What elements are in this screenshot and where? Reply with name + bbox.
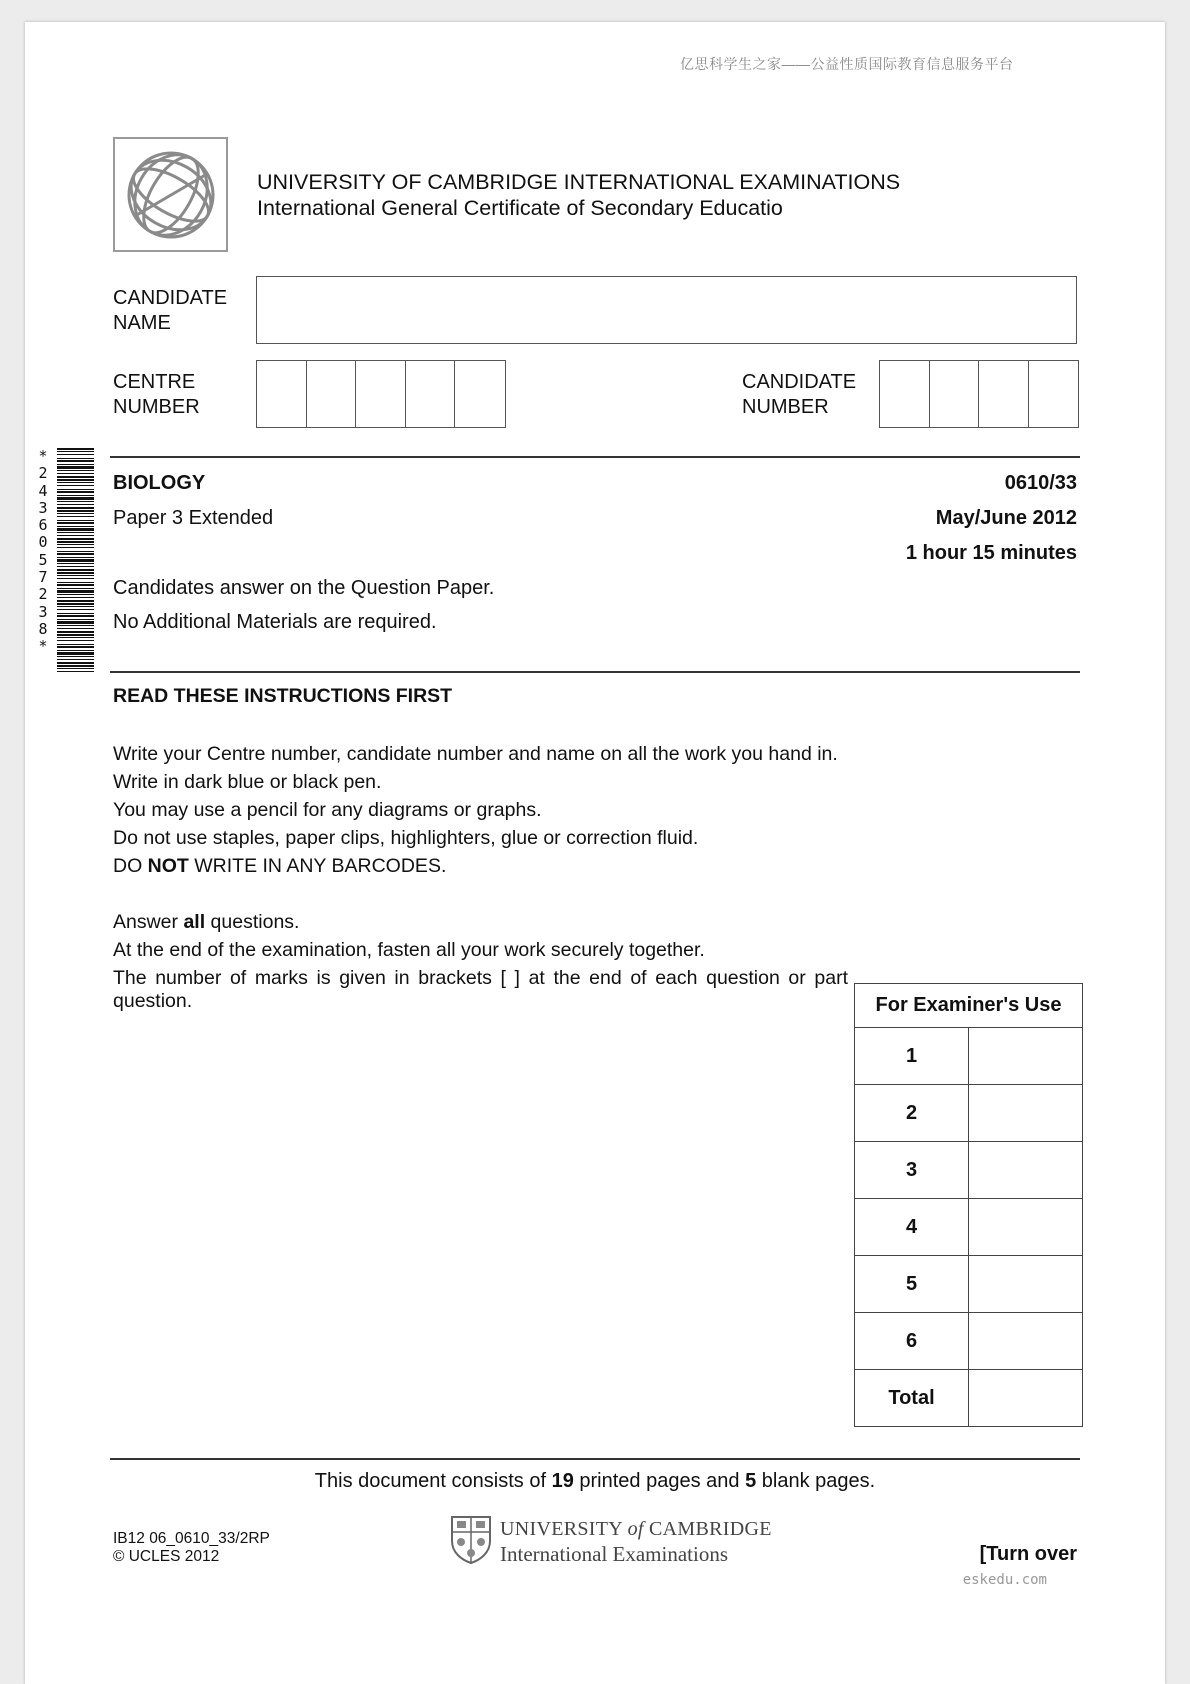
centre-number-label: [113, 370, 200, 420]
paper-reference-code: IB12 06_0610_33/2RP: [113, 1530, 270, 1547]
candidate-number-label-line2: NUMBER: [742, 396, 829, 418]
instructions-block-2: [113, 908, 848, 1010]
divider-bottom: [110, 1458, 1080, 1460]
instruction-text: WRITE IN ANY BARCODES.: [188, 855, 447, 877]
instruction-line: Write your Centre number, candidate number and name on all the work you hand in.: [113, 743, 838, 765]
cambridge-logo-text: of: [627, 1518, 644, 1540]
mark-cell[interactable]: [969, 1313, 1083, 1370]
paper-code: 0610/33: [1004, 472, 1077, 494]
centre-number-cell[interactable]: [455, 361, 505, 427]
top-watermark: 亿思科学生之家——公益性质国际教育信息服务平台: [680, 56, 1014, 72]
instruction-line: question.: [113, 990, 193, 1012]
mark-cell[interactable]: [969, 1028, 1083, 1085]
centre-number-cell[interactable]: [406, 361, 456, 427]
candidate-number-cell[interactable]: [930, 361, 980, 427]
barcode-digit: 3: [38, 602, 48, 621]
turn-over-label: [Turn over: [979, 1543, 1077, 1565]
instructions-block-1: [113, 740, 838, 880]
instruction-text: DO: [113, 855, 148, 877]
certificate-subtitle: International General Certificate of Secondary Educatio: [257, 196, 783, 220]
page-count-text: blank pages.: [756, 1470, 876, 1492]
candidate-name-label-line2: NAME: [113, 312, 171, 334]
examiner-use-table: [854, 983, 1083, 1427]
barcode-digits: [33, 448, 53, 656]
cie-globe-logo: [113, 137, 228, 252]
mark-cell[interactable]: [969, 1199, 1083, 1256]
question-number: 5: [855, 1256, 969, 1313]
question-number: 6: [855, 1313, 969, 1370]
barcode-digit: 2: [38, 585, 48, 604]
cambridge-logo-line1: [500, 1518, 772, 1541]
barcode-digit: 7: [38, 568, 48, 587]
instruction-line: [113, 852, 838, 880]
paper-reference: [113, 1530, 270, 1566]
bottom-watermark: eskedu.com: [962, 1572, 1047, 1588]
subject-title: BIOLOGY: [113, 472, 206, 494]
page-count-text: printed pages and: [573, 1470, 746, 1492]
cambridge-logo-text: UNIVERSITY: [500, 1518, 628, 1540]
question-number: 1: [855, 1028, 969, 1085]
total-mark-cell[interactable]: [969, 1370, 1083, 1427]
instruction-emphasis: NOT: [147, 855, 189, 877]
page-count-note: [0, 1470, 1190, 1493]
instruction-line: You may use a pencil for any diagrams or graphs.: [113, 799, 542, 821]
barcode-digit: 3: [38, 498, 48, 517]
candidate-name-field[interactable]: [256, 276, 1077, 344]
materials-note: No Additional Materials are required.: [113, 611, 437, 633]
paper-name: Paper 3 Extended: [113, 507, 274, 529]
instructions-heading: READ THESE INSTRUCTIONS FIRST: [113, 685, 453, 707]
globe-icon: [125, 149, 217, 241]
barcode-digit: 5: [38, 550, 48, 569]
candidate-number-cell[interactable]: [1029, 361, 1079, 427]
mark-cell[interactable]: [969, 1085, 1083, 1142]
barcode-digit: 0: [38, 533, 48, 552]
centre-number-cell[interactable]: [257, 361, 307, 427]
barcode-digit: 6: [38, 516, 48, 535]
instruction-emphasis: all: [183, 911, 206, 933]
question-number: 2: [855, 1085, 969, 1142]
copyright: © UCLES 2012: [113, 1548, 220, 1565]
centre-number-cell[interactable]: [307, 361, 357, 427]
instruction-line: At the end of the examination, fasten all your work securely together.: [113, 939, 705, 961]
answer-on-paper-note: Candidates answer on the Question Paper.: [113, 577, 495, 599]
question-number: 3: [855, 1142, 969, 1199]
instruction-text: questions.: [205, 911, 300, 933]
candidate-name-label: [113, 286, 227, 336]
instruction-text: Answer: [113, 911, 184, 933]
instruction-line: Write in dark blue or black pen.: [113, 771, 382, 793]
instruction-line: Do not use staples, paper clips, highlighters, glue or correction fluid.: [113, 827, 699, 849]
candidate-number-label-line1: CANDIDATE: [742, 371, 857, 393]
instruction-line: [113, 908, 848, 936]
printed-pages-count: 19: [551, 1470, 574, 1492]
exam-duration: 1 hour 15 minutes: [905, 542, 1077, 564]
blank-pages-count: 5: [745, 1470, 757, 1492]
centre-number-cell[interactable]: [356, 361, 406, 427]
instruction-line: The number of marks is given in brackets [ ] at the end of each question or part: [113, 967, 848, 989]
university-title: UNIVERSITY OF CAMBRIDGE INTERNATIONAL EXAMINATIONS: [257, 170, 901, 194]
cambridge-shield-icon: [450, 1515, 492, 1565]
mark-cell[interactable]: [969, 1142, 1083, 1199]
divider-top: [110, 456, 1080, 458]
examiner-table-heading: For Examiner's Use: [855, 984, 1083, 1028]
barcode-digit: *: [38, 637, 48, 656]
centre-number-boxes: [256, 360, 506, 428]
barcode-digit: 8: [38, 619, 48, 638]
candidate-number-cell[interactable]: [880, 361, 930, 427]
barcode-digit: 2: [38, 464, 48, 483]
centre-number-label-line2: NUMBER: [113, 396, 200, 418]
barcode-digit: *: [38, 447, 48, 465]
total-label: Total: [855, 1370, 969, 1427]
exam-session: May/June 2012: [935, 507, 1077, 529]
barcode: [57, 448, 94, 673]
candidate-number-cell[interactable]: [979, 361, 1029, 427]
centre-number-label-line1: CENTRE: [113, 371, 196, 393]
cambridge-logo-text: CAMBRIDGE: [643, 1518, 772, 1540]
divider-middle: [110, 671, 1080, 673]
cambridge-logo-line2: International Examinations: [500, 1542, 729, 1566]
question-number: 4: [855, 1199, 969, 1256]
page-count-text: This document consists of: [314, 1470, 552, 1492]
candidate-number-label: [742, 370, 856, 420]
mark-cell[interactable]: [969, 1256, 1083, 1313]
candidate-name-label-line1: CANDIDATE: [113, 287, 228, 309]
candidate-number-boxes: [879, 360, 1079, 428]
barcode-digit: 4: [38, 481, 48, 500]
